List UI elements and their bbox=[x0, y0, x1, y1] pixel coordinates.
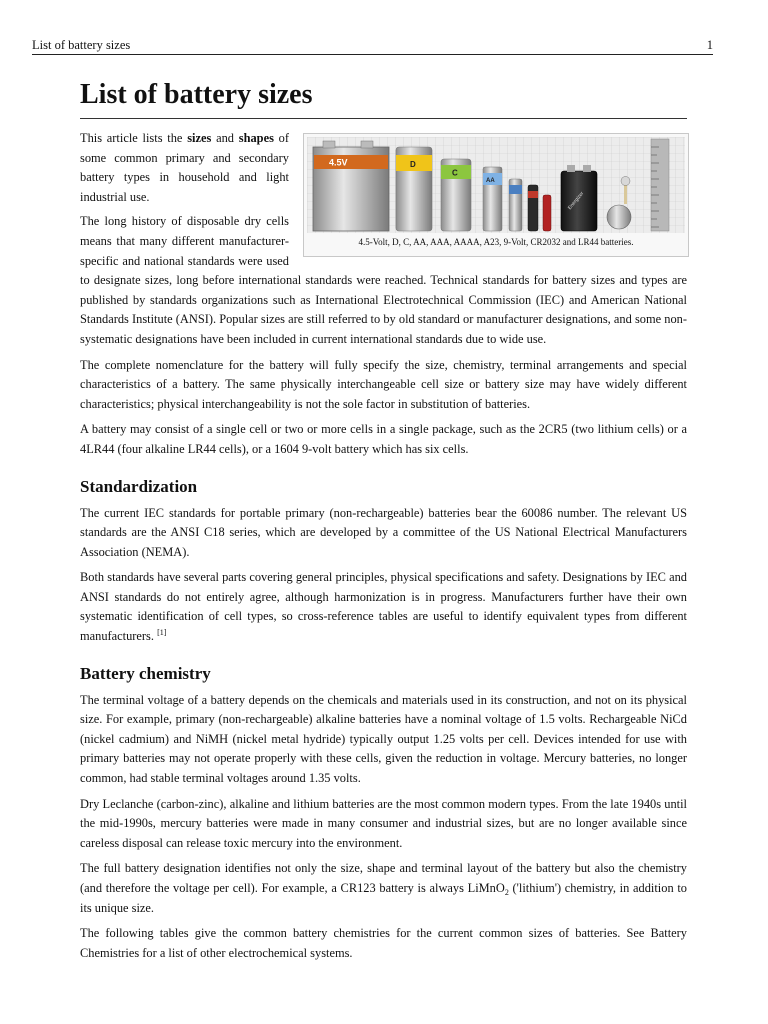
label-aa: AA bbox=[486, 178, 495, 184]
intro-paragraph-4: A battery may consist of a single cell or two or more cells in a single package, such as the 2CR5 (two lithium cells) or a 4LR44 (four alkaline LR44 cells), or a 1604 9-volt battery which has six cells. bbox=[80, 422, 687, 456]
intro-bold-sizes: sizes bbox=[187, 131, 212, 145]
reference-link-1[interactable]: [1] bbox=[157, 628, 167, 638]
heading-standardization: Standardization bbox=[80, 476, 198, 496]
chemistry-paragraph-3 bbox=[80, 859, 687, 918]
intro-bold-shapes: shapes bbox=[238, 131, 274, 145]
standardization-paragraph-2 bbox=[80, 568, 687, 646]
article-title: List of battery sizes bbox=[80, 78, 687, 119]
label-c: C bbox=[452, 168, 458, 178]
intro-paragraph-3: The complete nomenclature for the battery will fully specify the size, chemistry, terminal arrangements and special characteristics of a battery. The same physically interchangeable cell size or battery size may have widely different characteristics; physical interchangeability is not the sole factor in substitution of batteries. bbox=[80, 357, 687, 411]
label-9v: Energizer bbox=[566, 190, 586, 212]
label-d: D bbox=[410, 160, 416, 169]
chemistry-subscript: 2 bbox=[504, 888, 509, 897]
page-number: 1 bbox=[706, 38, 713, 52]
chemistry-text: ('lithium') chemistry, in addition to its unique size. bbox=[80, 881, 688, 915]
running-title: List of battery sizes bbox=[32, 38, 131, 52]
standardization-text: Both standards have several parts covering general principles, physical specifications and safety. Designations by IEC and ANSI standards do not entirely agree, although harmonization is in progress. Manufacturers further have their own systematic identification of cell types, so cross-reference tables are useful to identify equivalent types from different manufacturers. bbox=[80, 570, 687, 644]
battery-figure bbox=[303, 133, 689, 257]
battery-photo bbox=[307, 137, 685, 233]
figure-caption: 4.5-Volt, D, C, AA, AAA, AAAA, A23, 9-Volt, CR2032 and LR44 batteries. bbox=[358, 237, 634, 247]
intro-text: and bbox=[211, 131, 239, 145]
article-body bbox=[80, 129, 687, 969]
standardization-paragraph-1: The current IEC standards for portable primary (non-rechargeable) batteries bear the 60086 number. The relevant US standards are the ANSI C18 series, which are developed by a committee of the US National Electrical Manufacturers Association (NEMA). bbox=[80, 505, 687, 559]
chemistry-paragraph-4: The following tables give the common battery chemistries for the current common sizes of batteries. See Battery Chemistries for a list of other electrochemical systems. bbox=[80, 926, 687, 960]
page-header bbox=[32, 38, 713, 55]
intro-paragraph-2: The long history of disposable dry cells means that many different manufacturer-specific and national standards were used to designate sizes, long before international standards were reached. Technical standards for battery sizes and types are published by standards organizations such as International Electrotechnical Commission (IEC) and American National Standards Institute (ANSI). Popular sizes are still referred to by old standard or manufacturer designations, and some non-systematic designations have been included in current international standards due to wide use. bbox=[80, 214, 687, 346]
chemistry-paragraph-2: Dry Leclanche (carbon-zinc), alkaline and lithium batteries are the most common modern types. From the late 1940s until the mid-1990s, mercury batteries were made in many consumer and industrial sizes, but are no longer available since careless disposal can release toxic mercury into the environment. bbox=[80, 796, 687, 850]
heading-battery-chemistry: Battery chemistry bbox=[80, 663, 211, 683]
label-4-5v: 4.5V bbox=[329, 157, 348, 168]
intro-text: of some common primary and secondary battery types in household and light industrial use. bbox=[80, 131, 289, 204]
intro-text: This article lists the bbox=[80, 131, 188, 145]
chemistry-paragraph-1: The terminal voltage of a battery depends on the chemicals and materials used in its construction, and not on its physical size. For example, primary (non-rechargeable) alkaline batteries have a nominal voltage of 1.5 volts. Rechargeable NiCd (nickel cadmium) and NiMH (nickel metal hydride) typically output 1.25 volts per cell. Devices intended for use with primary batteries may not operate properly with these cells, given the reduction in voltage. Mercury batteries, no longer common, had stable terminal voltages around 1.35 volts. bbox=[80, 692, 687, 786]
chemistry-text: The full battery designation identifies not only the size, shape and terminal layout of the battery but also the chemistry (and therefore the voltage per cell). For example, a CR123 battery is always LiMnO bbox=[80, 861, 687, 895]
